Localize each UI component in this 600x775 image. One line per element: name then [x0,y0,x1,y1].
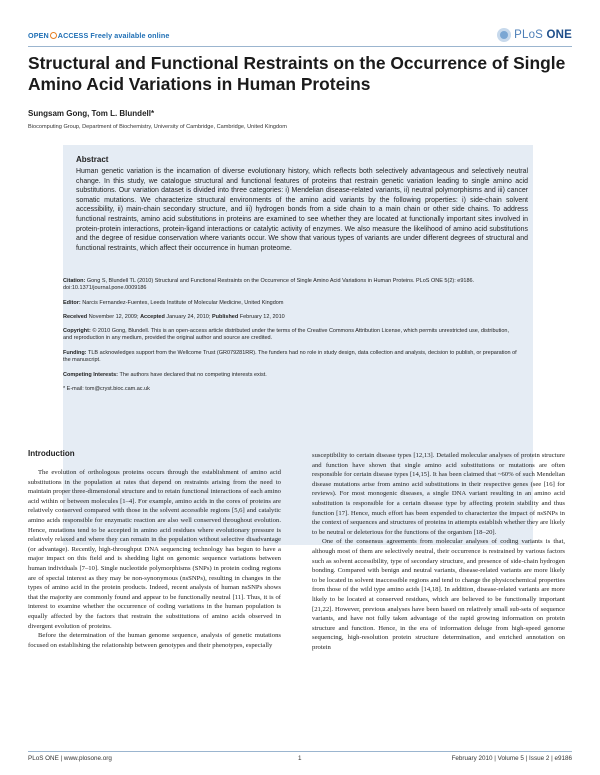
copyright: Copyright: © 2010 Gong, Blundell. This is an open-access article distributed under the terms of the Creative Commons Attribution License, which permits unrestricted use, distribution, and reproduction in any medium, provided the original author and source are credited. [63,328,510,342]
footer-issue: February 2010 | Volume 5 | Issue 2 | e9186 [451,755,572,762]
article-authors: Sungsam Gong, Tom L. Blundell* [28,109,155,118]
abstract-heading: Abstract [76,155,109,164]
paragraph: susceptibility to certain disease types [12,13]. Detailed molecular analyses of protein structure and function have shown that single amino acid substitutions or mutations are often responsible for certain disease types [14,15]. It has been claimed that ~60% of such Mendelian disease mutations arise from amino acid substitutions in their respective genes (see [16] for reviews). For most monogenic diseases, a single DNA variant resulting in an amino acid substitution is responsible for a certain disease type by affecting protein stability and thus function [17]. Hence, much effort has been expended to characterize the impact of nsSNPs in the context of sequences and structures of proteins in attempts establish whether they are likely to be neutral or deleterious for the functions of the organism [18–20]. [312,452,565,536]
body-column-left [28,468,281,650]
paragraph: One of the consensus agreements from molecular analyses of coding variants is that, although most of them are selectively neutral, their occurrence is restrained by various factors such as solvent accessibility, type of secondary structure, and presence of side-chain hydrogen bonding. Compared with benign and neutral variants, disease-related variants are more likely to be located in solvent inaccessible regions and tend to change the physicochemical properties from those of the wild type amino acids [14,18]. In addition, disease-related variants are more likely to be located at conserved residues, which are believed to be functionally important [21,22]. However, previous analyses have been based on relatively small sub-sets of sequence variants, and have not fully taken advantage of the rapid growing information on protein structure and function. Hence, in the era of information deluge from high-speed genome sequencing, high-resolution protein structure determination, and enriched annotation on protein [312,538,565,651]
corresponding-email: * E-mail: tom@cryst.bioc.cam.ac.uk [63,386,150,392]
citation: Citation: Gong S, Blundell TL (2010) Structural and Functional Restraints on the Occurrence of Single Amino Acid Variations in Human Proteins. PLoS ONE 5(2): e9186. doi:10.1371/journal.pone.0009186 [63,278,475,292]
dates: Received November 12, 2009; Accepted January 24, 2010; Published February 12, 2010 [63,314,285,320]
open-access-lock-icon [50,32,57,39]
abstract-text: Human genetic variation is the incarnation of diverse evolutionary history, which reflects both selectively advantageous and selectively neutral change. In this study, we catalogue structural and functional features of proteins that restrain genetic variation leading to single amino acid substitutions. Our variation dataset is divided into three categories: i) Mendelian disease-related variants, ii) neutral polymorphisms and iii) cancer somatic mutations. We characterize structural environments of the amino acid variants by the following properties: i) side-chain solvent accessibility, ii) main-chain secondary structure, and iii) hydrogen bonds from a side chain to a main chain or other side chains. To address functional restraints, amino acid substitutions in proteins are examined to see whether they are located at functionally important sites involved in protein-protein interactions, protein-ligand interactions or catalytic activity of enzymes. We also measure the likelihood of amino acid substitutions and the degree of residue conservation where variants occur. We show that various types of variants are under different degrees of structural and functional restraints, which affect their occurrence in human proteome. [76,168,528,252]
page-number: 1 [298,755,302,762]
paragraph: The evolution of orthologous proteins occurs through the establishment of amino acid substitutions in the population at rates that depend on restraints arising from the need to maintain proper three-dimensional structure and to retain functional interactions of each amino acid within or between molecules [1–4]. For example, amino acids in the cores of proteins are relatively conserved compared with those in the solvent accessible regions [5,6] and catalytic amino acids responsible for enzymatic reaction are also well conserved throughout evolution. Hence, mutations tend to be accepted in amino acid residues where evolutionary pressure is relatively relaxed and where they can remain in the population without selective disadvantage (or advantage). Recently, high-throughput DNA sequencing technology has begun to have a major impact on this field and is shedding light on genomic sequence variations between human individuals [7–10]. Single nucleotide polymorphisms (SNPs) in protein coding regions are of special interest as they may be non-synonymous (nsSNPs), resulting in changes in the types of amino acid in the protein products. Indeed, recent analysis of human nsSNPs shows that the majority are commonly found and appear to be functionally neutral [11]. Thus, it is of interest to examine whether the occurrence of coding variations in the human population is equally affected by the factors that restrain the substitutions of amino acids observed in divergent evolution of proteins. [28,469,281,630]
editor: Editor: Narcis Fernandez-Fuentes, Leeds Institute of Molecular Medicine, United Kingdom [63,300,284,306]
body-column-right [312,451,565,652]
author-affiliation: Biocomputing Group, Department of Biochemistry, University of Cambridge, Cambridge, United Kingdom [28,124,287,130]
footer-divider [28,751,572,752]
open-access-text: ACCESS Freely available online [57,31,170,40]
plos-logo-icon [497,28,511,42]
introduction-heading: Introduction [28,449,75,458]
logo-prefix: PLoS [514,29,544,41]
header-divider [28,46,572,47]
journal-header [28,29,572,45]
journal-logo [497,27,572,43]
footer-journal: PLoS ONE | www.plosone.org [28,755,112,762]
logo-suffix: ONE [546,29,572,41]
open-access-banner [28,31,169,40]
paragraph: Before the determination of the human genome sequence, analysis of genetic mutations focused on establishing the relationship between genotypes and their phenotypes, especially [28,632,281,649]
funding: Funding: TLB acknowledges support from the Wellcome Trust (GR079281RR). The funders had no role in study design, data collection and analysis, decision to publish, or preparation of the manuscript. [63,350,517,364]
competing-interests: Competing Interests: The authors have declared that no competing interests exist. [63,372,267,378]
article-title: Structural and Functional Restraints on the Occurrence of Single Amino Acid Variations in Human Proteins [28,53,566,94]
open-label: OPEN [28,31,49,40]
